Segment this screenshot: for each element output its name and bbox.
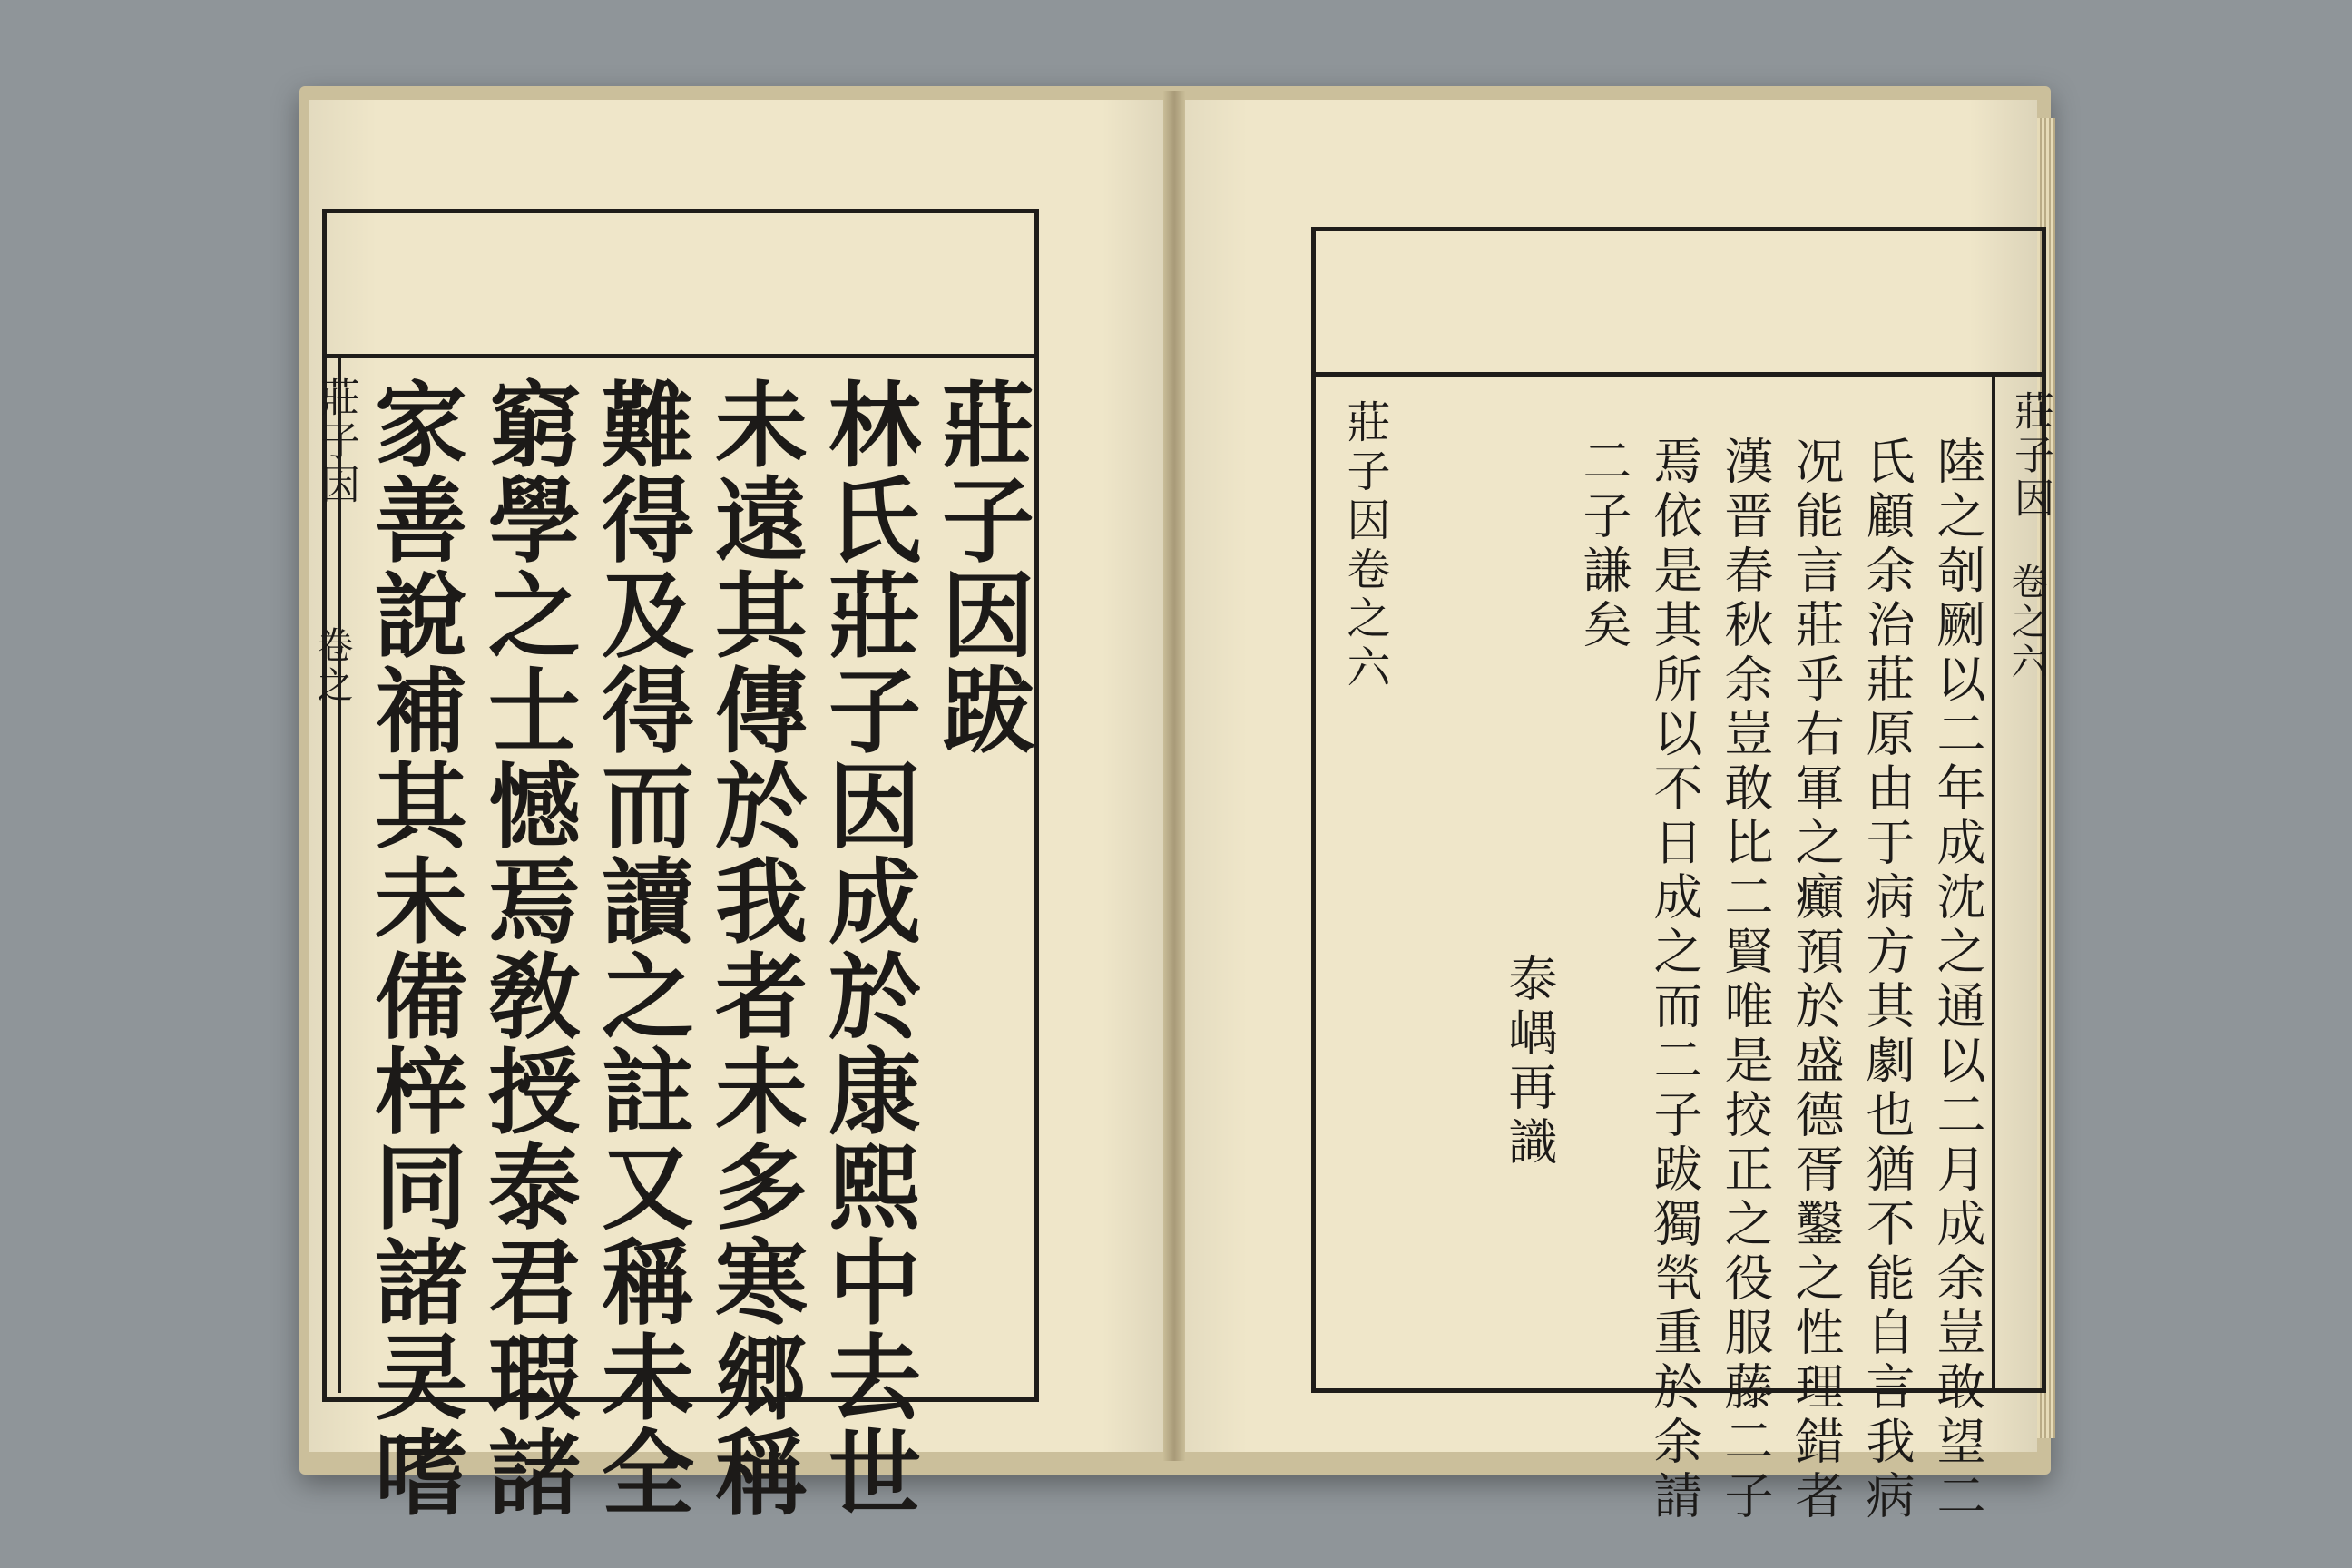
book-gutter [1163,91,1185,1461]
right-margin-rule [1992,372,1995,1388]
left-margin-volume: 卷之 [311,626,353,706]
left-column-3: 未遠其傳於我者未多寒郷稱 [700,377,808,1520]
right-signature: 泰嵎再識 [1501,953,1558,1171]
left-column-4: 難得及得而讀之註又稱未全 [586,377,695,1520]
right-column-1: 陸之剞劂以二年成沈之通以二月成余豈敢望二 [1929,436,1986,1524]
right-column-3: 况能言莊乎右軍之癲預於盛德胥鑿之性理錯者 [1788,436,1845,1524]
right-volume-title: 莊子因卷之六 [1339,399,1390,693]
right-header-rule [1311,372,2046,377]
right-column-4: 漢晋春秋余豈敢比二賢唯是挍正之役服藤二子 [1717,436,1774,1524]
left-margin-rule [338,358,341,1393]
left-column-2: 林氏莊子因成於康熙中去世 [813,377,922,1520]
right-margin-volume: 卷之六 [2005,563,2047,682]
left-column-1: 莊子因跋 [926,377,1035,758]
right-column-6: 二子謙矣 [1575,436,1632,653]
right-margin-title: 莊子因 [2007,390,2053,521]
left-margin-title: 莊子因 [313,377,359,507]
right-column-2: 氏顧余治莊原由于病方其劇也猶不能自言我病 [1858,436,1916,1524]
left-column-6: 家善說補其未備梓同諸㚑嗜 [359,377,468,1520]
left-column-5: 窮學之士憾焉敎授泰君瑕諸 [473,377,582,1520]
left-header-rule [322,354,1039,358]
right-column-5: 焉依是其所以不日成之而二子跋獨㷀重於余請 [1646,436,1703,1524]
